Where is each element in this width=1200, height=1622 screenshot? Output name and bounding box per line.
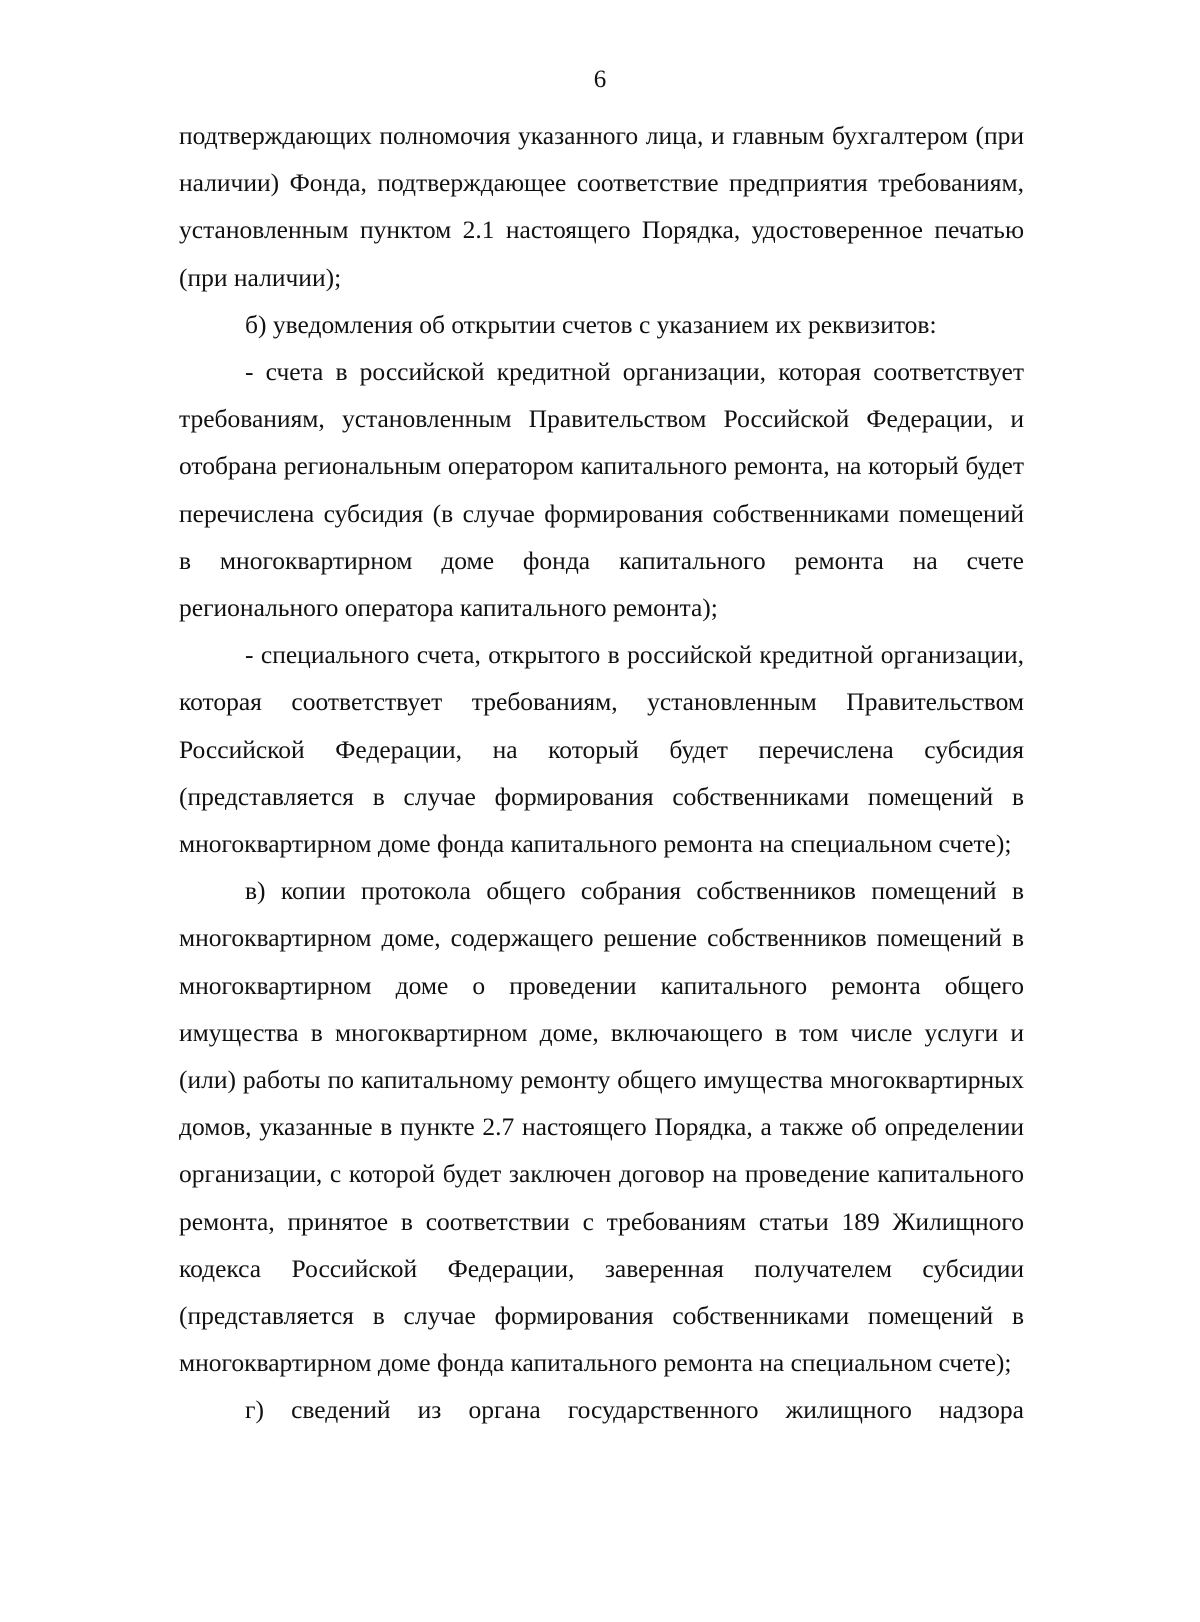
paragraph-item-b: б) уведомления об открытии счетов с указанием их реквизитов: [245, 309, 937, 339]
paragraph-continuation: подтверждающих полномочия указанного лица, и главным бухгалтером (при наличии) Фонда, подтверждающее соответствие предприятия требованиям, установленным пунктом 2.1 настоящего Порядка, удостоверенное печатью (при наличии); [179, 121, 1024, 292]
paragraph-account-regional-operator: - счета в российской кредитной организации, которая соответствует требованиям, установленным Правительством Российской Федерации, и отобрана региональным оператором капитального ремонта, на который будет перечислена субсидия (в случае формирования собственниками помещений в многоквартирном доме фонда капитального ремонта на счете регионального оператора капитального ремонта); [179, 357, 1024, 623]
paragraph-item-v: в) копии протокола общего собрания собственников помещений в многоквартирном доме, содержащего решение собственников помещений в многоквартирном доме о проведении капитального ремонта общего имущества в многоквартирном доме, включающего в том числе услуги и (или) работы по капитальному ремонту общего имущества многоквартирных домов, указанные в пункте 2.7 настоящего Порядка, а также об определении организации, с которой будет заключен договор на проведение капитального ремонта, принятое в соответствии с требованиям статьи 189 Жилищного кодекса Российской Федерации, заверенная получателем субсидии (представляется в случае формирования собственниками помещений в многоквартирном доме фонда капитального ремонта на специальном счете); [179, 876, 1024, 1378]
paragraph-special-account: - специального счета, открытого в российской кредитной организации, которая соответствует требованиям, установленным Правительством Российской Федерации, на который будет перечислена субсидия (представляется в случае формирования собственниками помещений в многоквартирном доме фонда капитального ремонта на специальном счете); [179, 640, 1024, 859]
page-number: 6 [593, 66, 607, 93]
document-body [179, 112, 1024, 1434]
paragraph-item-g: г) сведений из органа государственного жилищного надзора [245, 1395, 1024, 1425]
